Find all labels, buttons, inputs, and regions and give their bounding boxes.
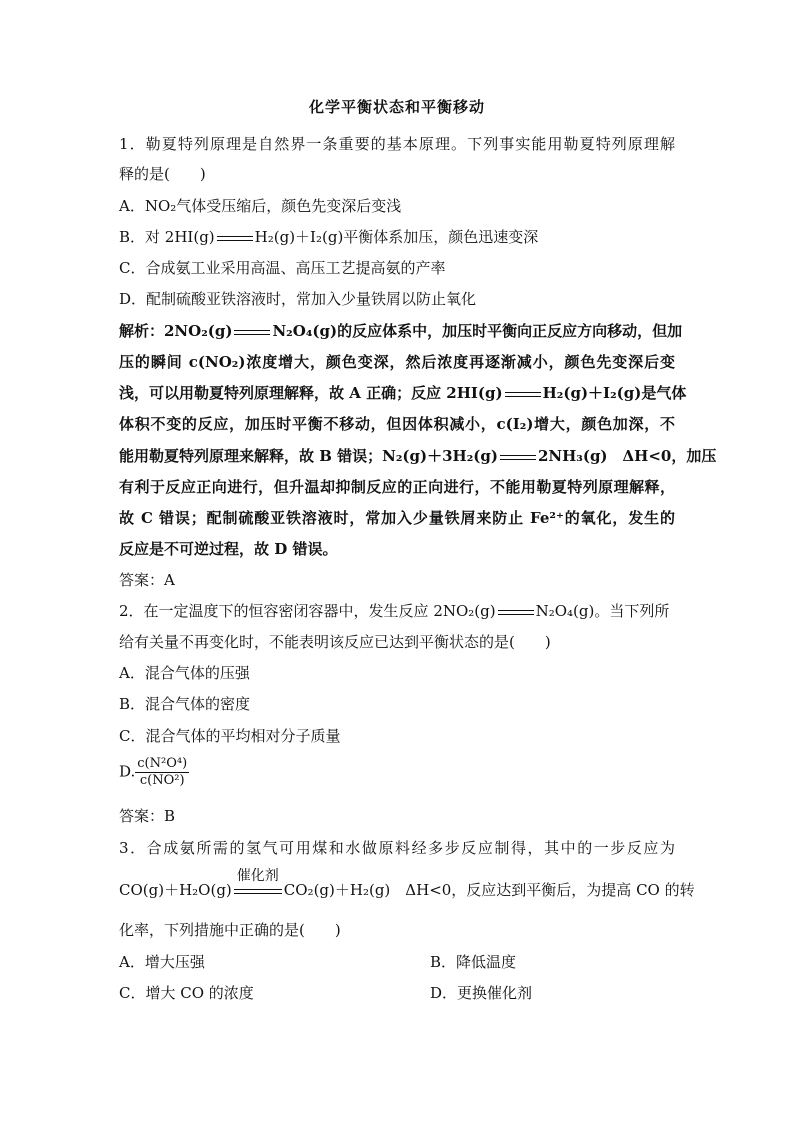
q1-option-d: D．配制硫酸亚铁溶液时，常加入少量铁屑以防止氧化 — [119, 290, 477, 308]
q1-exp-5-post: 2NH₃(g) ΔH<0，加压 — [537, 447, 717, 465]
fraction — [135, 756, 189, 789]
q2-stem-line-2: 给有关量不再变化时，不能表明该反应已达到平衡状态的是( ) — [119, 633, 551, 651]
catalyst-arrow — [234, 868, 282, 898]
q2-option-b: B．混合气体的密度 — [119, 695, 251, 713]
q3-option-b: B．降低温度 — [430, 953, 517, 971]
page-title: 化学平衡状态和平衡移动 — [308, 98, 485, 116]
q2-option-d — [119, 756, 189, 789]
catalyst-label: 催化剂 — [236, 868, 279, 884]
q3-stem-line-3: 化率，下列措施中正确的是( ) — [119, 921, 341, 939]
q1-exp-1-post: N₂O₄(g)的反应体系中，加压时平衡向正反应方向移动，但加 — [272, 322, 683, 340]
q3-stem-line-1: 3．合成氨所需的氢气可用煤和水做原料经多步反应制得，其中的一步反应为 — [119, 839, 675, 857]
q2-option-d-label: D. — [119, 762, 136, 781]
equilibrium-arrow-icon — [217, 233, 253, 243]
q1-exp-1-pre: 解析：2NO₂(g) — [119, 322, 233, 340]
q1-explanation-line-1 — [119, 321, 682, 341]
q3-eq-post: CO₂(g)＋H₂(g) ΔH<0，反应达到平衡后，为提高 CO 的转 — [283, 881, 695, 899]
q1-option-b-pre: B．对 2HI(g) — [119, 228, 215, 246]
equilibrium-arrow-icon — [500, 452, 536, 462]
q1-exp-5-pre: 能用勒夏特列原理来解释，故 B 错误；N₂(g)＋3H₂(g) — [119, 447, 498, 465]
q1-exp-3-pre: 浅，可以用勒夏特列原理解释，故 A 正确；反应 2HI(g) — [119, 384, 503, 402]
equilibrium-arrow-icon — [498, 607, 534, 617]
q3-option-d: D．更换催化剂 — [430, 984, 533, 1002]
q1-option-b — [119, 227, 538, 247]
q1-answer: 答案：A — [119, 571, 175, 589]
q1-explanation-line-5 — [119, 446, 716, 466]
q1-explanation-line-8: 反应是不可逆过程，故 D 错误。 — [119, 540, 338, 558]
q1-option-c: C．合成氨工业采用高温、高压工艺提高氨的产率 — [119, 259, 446, 277]
fraction-denominator: c(NO²) — [139, 773, 185, 788]
q1-exp-3-post: H₂(g)＋I₂(g)是气体 — [542, 384, 687, 402]
q1-explanation-line-4: 体积不变的反应，加压时平衡不移动，但因体积减小，c(I₂)增大，颜色加深，不 — [119, 415, 675, 433]
q1-explanation-line-3 — [119, 383, 686, 403]
q1-explanation-line-2: 压的瞬间 c(NO₂)浓度增大，颜色变深，然后浓度再逐渐减小，颜色先变深后变 — [119, 353, 675, 371]
q1-option-a: A．NO₂气体受压缩后，颜色先变深后变浅 — [119, 197, 402, 215]
equilibrium-arrow-icon — [234, 327, 270, 337]
q3-option-c: C．增大 CO 的浓度 — [119, 984, 254, 1002]
q2-option-c: C．混合气体的平均相对分子质量 — [119, 727, 341, 745]
q1-option-b-post: H₂(g)＋I₂(g)平衡体系加压，颜色迅速变深 — [254, 228, 539, 246]
q1-explanation-line-7: 故 C 错误；配制硫酸亚铁溶液时，常加入少量铁屑来防止 Fe²⁺的氧化，发生的 — [119, 509, 675, 527]
q2-stem-line-1 — [119, 601, 669, 621]
q1-explanation-line-6: 有利于反应正向进行，但升温却抑制反应的正向进行，不能用勒夏特列原理解释， — [119, 478, 675, 496]
q3-equation-line — [119, 868, 695, 900]
q2-stem-pre: 2．在一定温度下的恒容密闭容器中，发生反应 2NO₂(g) — [119, 602, 496, 620]
q3-eq-pre: CO(g)＋H₂O(g) — [119, 881, 232, 899]
q2-stem-post: N₂O₄(g)。当下列所 — [535, 602, 670, 620]
q2-option-a: A．混合气体的压强 — [119, 664, 250, 682]
q1-stem-line-2: 释的是( ) — [119, 165, 206, 183]
q1-stem-line-1: 1．勒夏特列原理是自然界一条重要的基本原理。下列事实能用勒夏特列原理解 — [119, 135, 675, 153]
q3-option-a: A．增大压强 — [119, 953, 205, 971]
fraction-numerator: c(N²O⁴) — [137, 756, 188, 771]
q2-answer: 答案：B — [119, 807, 176, 825]
equilibrium-arrow-icon — [505, 389, 541, 399]
